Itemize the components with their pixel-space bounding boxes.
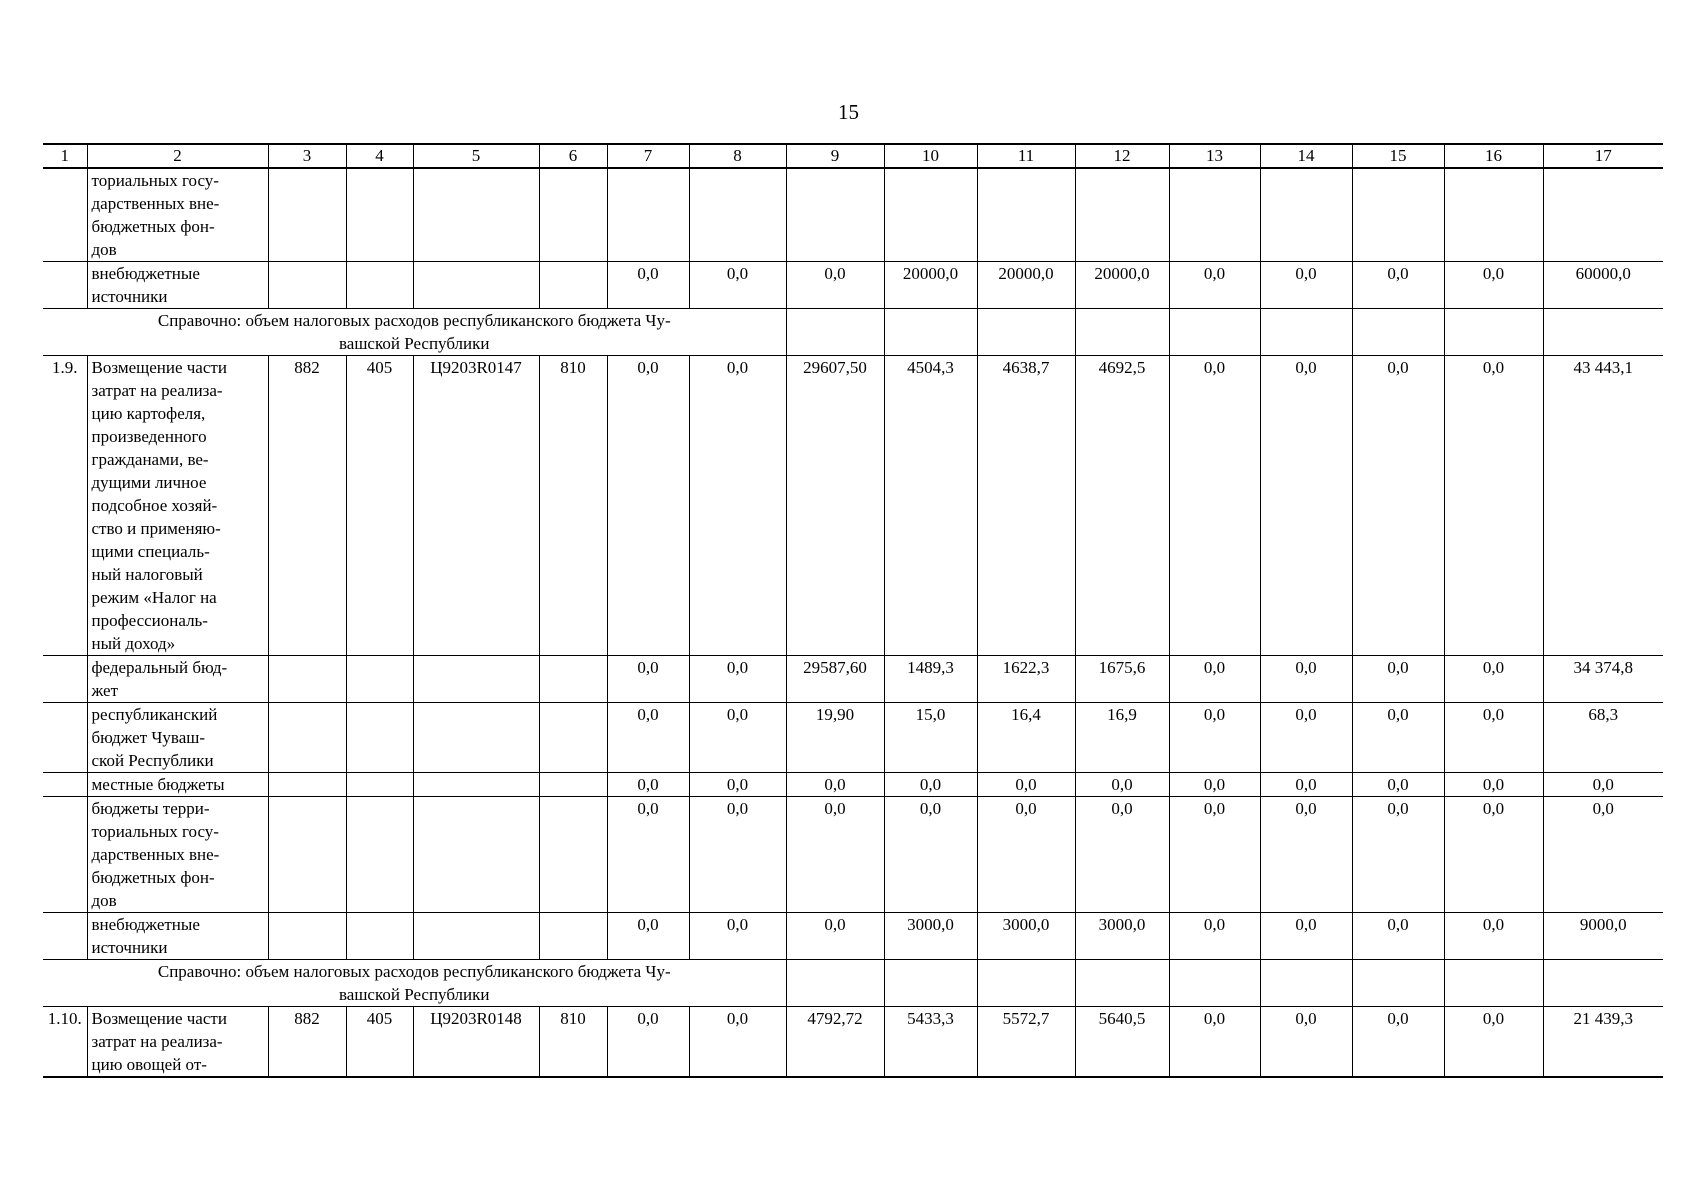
item-number: 1.10. xyxy=(43,1007,87,1078)
column-header: 11 xyxy=(977,144,1075,168)
value-cell: 60000,0 xyxy=(1543,262,1663,309)
value-cell: 5572,7 xyxy=(977,1007,1075,1078)
code-cell xyxy=(539,773,607,797)
value-cell: 0,0 xyxy=(1169,356,1260,656)
value-cell: 0,0 xyxy=(1352,1007,1444,1078)
page-number: 15 xyxy=(838,100,859,124)
code-cell xyxy=(346,168,413,262)
code-cell xyxy=(539,656,607,703)
code-cell: 882 xyxy=(268,1007,346,1078)
value-cell: 0,0 xyxy=(1444,773,1543,797)
value-cell: 0,0 xyxy=(689,773,786,797)
value-cell: 3000,0 xyxy=(977,913,1075,960)
value-cell: 0,0 xyxy=(1260,1007,1352,1078)
funding-source-row xyxy=(43,262,1663,309)
value-cell: 0,0 xyxy=(1260,356,1352,656)
item-number xyxy=(43,656,87,703)
code-cell xyxy=(539,703,607,773)
header-row xyxy=(43,144,1663,168)
column-header: 17 xyxy=(1543,144,1663,168)
value-cell: 20000,0 xyxy=(977,262,1075,309)
column-header: 16 xyxy=(1444,144,1543,168)
code-cell xyxy=(268,773,346,797)
code-cell xyxy=(268,797,346,913)
code-cell xyxy=(539,797,607,913)
value-cell: 0,0 xyxy=(1075,773,1169,797)
column-header: 3 xyxy=(268,144,346,168)
value-cell: 0,0 xyxy=(884,773,977,797)
value-cell xyxy=(1260,168,1352,262)
item-name: Возмещение части затрат на реализа- цию картофеля, произведенного гражданами, ве- дущими личное подсобное хозяй- ство и применяю- щими специаль- ный налоговый режим «Налог на профессиональ- ный доход» xyxy=(87,356,268,656)
code-cell xyxy=(346,656,413,703)
value-cell: 0,0 xyxy=(689,356,786,656)
empty-cell xyxy=(1352,960,1444,1007)
value-cell: 0,0 xyxy=(1169,262,1260,309)
empty-cell xyxy=(786,309,884,356)
code-cell xyxy=(539,913,607,960)
column-header: 5 xyxy=(413,144,539,168)
item-name: местные бюджеты xyxy=(87,773,268,797)
column-header: 1 xyxy=(43,144,87,168)
value-cell: 1489,3 xyxy=(884,656,977,703)
column-header: 14 xyxy=(1260,144,1352,168)
value-cell: 0,0 xyxy=(1444,656,1543,703)
empty-cell xyxy=(1169,960,1260,1007)
code-cell xyxy=(268,656,346,703)
empty-cell xyxy=(1444,309,1543,356)
value-cell: 34 374,8 xyxy=(1543,656,1663,703)
empty-cell xyxy=(1260,960,1352,1007)
code-cell xyxy=(539,168,607,262)
value-cell: 0,0 xyxy=(1260,773,1352,797)
column-header: 10 xyxy=(884,144,977,168)
value-cell: 0,0 xyxy=(607,703,689,773)
code-cell: 882 xyxy=(268,356,346,656)
column-header: 13 xyxy=(1169,144,1260,168)
value-cell: 0,0 xyxy=(1543,797,1663,913)
reference-text: Справочно: объем налоговых расходов республиканского бюджета Чу- вашской Республики xyxy=(43,309,786,356)
measure-row xyxy=(43,1007,1663,1078)
value-cell: 0,0 xyxy=(1169,797,1260,913)
empty-cell xyxy=(977,309,1075,356)
value-cell: 0,0 xyxy=(607,656,689,703)
funding-source-row xyxy=(43,168,1663,262)
value-cell: 0,0 xyxy=(786,913,884,960)
value-cell: 0,0 xyxy=(1260,262,1352,309)
value-cell: 0,0 xyxy=(1169,913,1260,960)
code-cell xyxy=(346,797,413,913)
code-cell xyxy=(413,656,539,703)
code-cell xyxy=(268,913,346,960)
item-name: ториальных госу- дарственных вне- бюджетных фон- дов xyxy=(87,168,268,262)
value-cell xyxy=(689,168,786,262)
value-cell: 4792,72 xyxy=(786,1007,884,1078)
value-cell xyxy=(1352,168,1444,262)
empty-cell xyxy=(1352,309,1444,356)
empty-cell xyxy=(977,960,1075,1007)
value-cell: 21 439,3 xyxy=(1543,1007,1663,1078)
value-cell: 3000,0 xyxy=(884,913,977,960)
value-cell: 0,0 xyxy=(1352,703,1444,773)
item-name: республиканский бюджет Чуваш- ской Республики xyxy=(87,703,268,773)
column-header: 15 xyxy=(1352,144,1444,168)
item-name: внебюджетные источники xyxy=(87,913,268,960)
value-cell: 0,0 xyxy=(1444,797,1543,913)
item-name: Возмещение части затрат на реализа- цию овощей от- xyxy=(87,1007,268,1078)
value-cell xyxy=(1543,168,1663,262)
value-cell xyxy=(786,168,884,262)
value-cell: 0,0 xyxy=(1444,703,1543,773)
code-cell xyxy=(346,913,413,960)
value-cell: 0,0 xyxy=(607,1007,689,1078)
code-cell: 810 xyxy=(539,356,607,656)
code-cell xyxy=(413,168,539,262)
empty-cell xyxy=(1260,309,1352,356)
value-cell: 1675,6 xyxy=(1075,656,1169,703)
code-cell xyxy=(413,797,539,913)
value-cell: 0,0 xyxy=(1444,1007,1543,1078)
value-cell: 0,0 xyxy=(607,773,689,797)
code-cell xyxy=(346,773,413,797)
value-cell: 0,0 xyxy=(786,262,884,309)
funding-source-row xyxy=(43,773,1663,797)
value-cell: 0,0 xyxy=(1352,356,1444,656)
value-cell: 19,90 xyxy=(786,703,884,773)
value-cell: 3000,0 xyxy=(1075,913,1169,960)
value-cell: 0,0 xyxy=(689,913,786,960)
code-cell xyxy=(413,703,539,773)
code-cell xyxy=(413,913,539,960)
value-cell xyxy=(607,168,689,262)
code-cell xyxy=(268,703,346,773)
value-cell: 29587,60 xyxy=(786,656,884,703)
reference-row xyxy=(43,309,1663,356)
value-cell: 20000,0 xyxy=(1075,262,1169,309)
item-number xyxy=(43,168,87,262)
code-cell xyxy=(268,262,346,309)
item-number: 1.9. xyxy=(43,356,87,656)
column-header: 4 xyxy=(346,144,413,168)
value-cell: 0,0 xyxy=(1444,913,1543,960)
value-cell: 0,0 xyxy=(1169,703,1260,773)
value-cell: 0,0 xyxy=(607,797,689,913)
column-header: 7 xyxy=(607,144,689,168)
measure-row xyxy=(43,356,1663,656)
value-cell: 0,0 xyxy=(1169,656,1260,703)
value-cell: 0,0 xyxy=(607,262,689,309)
value-cell: 0,0 xyxy=(607,356,689,656)
item-number xyxy=(43,773,87,797)
column-header: 6 xyxy=(539,144,607,168)
value-cell: 0,0 xyxy=(689,1007,786,1078)
value-cell: 0,0 xyxy=(786,773,884,797)
funding-source-row xyxy=(43,703,1663,773)
value-cell: 0,0 xyxy=(1444,356,1543,656)
value-cell xyxy=(1075,168,1169,262)
value-cell: 5640,5 xyxy=(1075,1007,1169,1078)
value-cell: 4638,7 xyxy=(977,356,1075,656)
value-cell xyxy=(1444,168,1543,262)
value-cell: 0,0 xyxy=(689,656,786,703)
item-name: федеральный бюд- жет xyxy=(87,656,268,703)
value-cell xyxy=(1169,168,1260,262)
value-cell: 16,9 xyxy=(1075,703,1169,773)
value-cell: 0,0 xyxy=(1260,656,1352,703)
empty-cell xyxy=(884,960,977,1007)
code-cell xyxy=(413,773,539,797)
value-cell: 0,0 xyxy=(607,913,689,960)
value-cell: 0,0 xyxy=(977,773,1075,797)
value-cell: 68,3 xyxy=(1543,703,1663,773)
value-cell: 0,0 xyxy=(786,797,884,913)
value-cell: 0,0 xyxy=(1352,797,1444,913)
column-header: 12 xyxy=(1075,144,1169,168)
value-cell: 4692,5 xyxy=(1075,356,1169,656)
empty-cell xyxy=(786,960,884,1007)
empty-cell xyxy=(1543,960,1663,1007)
value-cell xyxy=(884,168,977,262)
funding-source-row xyxy=(43,797,1663,913)
value-cell: 0,0 xyxy=(1169,773,1260,797)
empty-cell xyxy=(1169,309,1260,356)
reference-text: Справочно: объем налоговых расходов республиканского бюджета Чу- вашской Республики xyxy=(43,960,786,1007)
empty-cell xyxy=(1075,309,1169,356)
value-cell: 0,0 xyxy=(1352,913,1444,960)
value-cell: 0,0 xyxy=(689,797,786,913)
value-cell: 0,0 xyxy=(1543,773,1663,797)
column-header: 9 xyxy=(786,144,884,168)
value-cell: 1622,3 xyxy=(977,656,1075,703)
value-cell: 0,0 xyxy=(1075,797,1169,913)
value-cell: 16,4 xyxy=(977,703,1075,773)
code-cell: 405 xyxy=(346,356,413,656)
value-cell: 0,0 xyxy=(689,262,786,309)
code-cell xyxy=(268,168,346,262)
item-number xyxy=(43,797,87,913)
value-cell: 29607,50 xyxy=(786,356,884,656)
empty-cell xyxy=(1075,960,1169,1007)
value-cell: 0,0 xyxy=(1260,913,1352,960)
value-cell: 0,0 xyxy=(1169,1007,1260,1078)
value-cell: 0,0 xyxy=(689,703,786,773)
code-cell: Ц9203R0148 xyxy=(413,1007,539,1078)
empty-cell xyxy=(1543,309,1663,356)
value-cell: 9000,0 xyxy=(1543,913,1663,960)
value-cell: 0,0 xyxy=(884,797,977,913)
funding-source-row xyxy=(43,913,1663,960)
value-cell: 0,0 xyxy=(1352,262,1444,309)
empty-cell xyxy=(884,309,977,356)
code-cell xyxy=(346,262,413,309)
value-cell: 43 443,1 xyxy=(1543,356,1663,656)
code-cell: Ц9203R0147 xyxy=(413,356,539,656)
value-cell: 15,0 xyxy=(884,703,977,773)
code-cell: 810 xyxy=(539,1007,607,1078)
value-cell: 20000,0 xyxy=(884,262,977,309)
value-cell: 0,0 xyxy=(1352,773,1444,797)
budget-table xyxy=(43,143,1663,1078)
code-cell xyxy=(346,703,413,773)
item-name: бюджеты терри- ториальных госу- дарственных вне- бюджетных фон- дов xyxy=(87,797,268,913)
code-cell xyxy=(413,262,539,309)
reference-row xyxy=(43,960,1663,1007)
value-cell: 0,0 xyxy=(977,797,1075,913)
funding-source-row xyxy=(43,656,1663,703)
column-header: 2 xyxy=(87,144,268,168)
value-cell xyxy=(977,168,1075,262)
value-cell: 0,0 xyxy=(1260,797,1352,913)
value-cell: 5433,3 xyxy=(884,1007,977,1078)
column-header: 8 xyxy=(689,144,786,168)
empty-cell xyxy=(1444,960,1543,1007)
item-number xyxy=(43,703,87,773)
value-cell: 0,0 xyxy=(1260,703,1352,773)
code-cell xyxy=(539,262,607,309)
code-cell: 405 xyxy=(346,1007,413,1078)
value-cell: 0,0 xyxy=(1352,656,1444,703)
value-cell: 4504,3 xyxy=(884,356,977,656)
item-number xyxy=(43,262,87,309)
item-number xyxy=(43,913,87,960)
value-cell: 0,0 xyxy=(1444,262,1543,309)
item-name: внебюджетные источники xyxy=(87,262,268,309)
